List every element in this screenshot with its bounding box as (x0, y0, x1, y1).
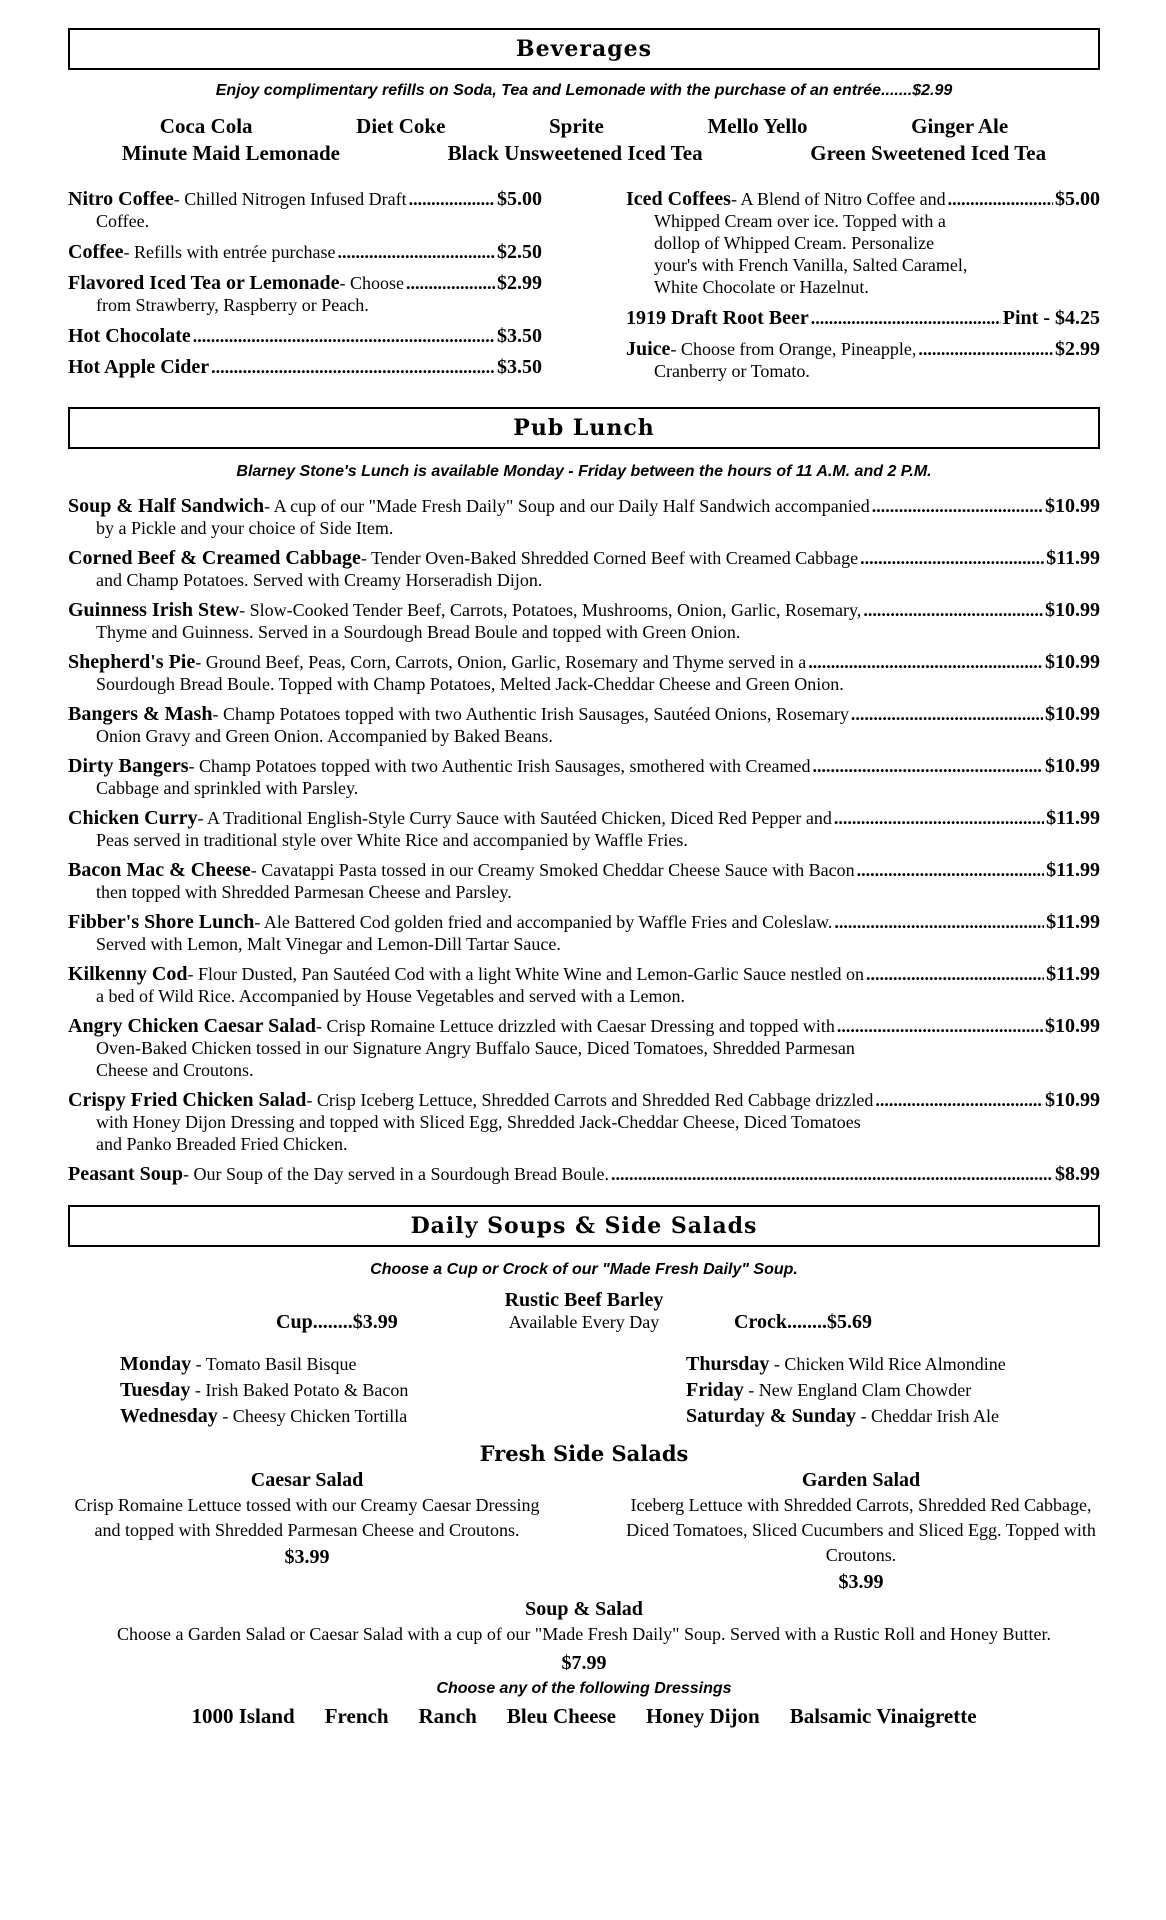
dressing-item: Ranch (418, 1704, 477, 1728)
item-price: $8.99 (1055, 1163, 1100, 1185)
item-desc: - Cavatappi Pasta tossed in our Creamy Smoked Cheddar Cheese Sauce with Bacon (250, 860, 855, 880)
dressings-note: Choose any of the following Dressings (436, 1680, 732, 1697)
item-desc: - Tender Oven-Baked Shredded Corned Beef with Creamed Cabbage (360, 548, 859, 568)
item-price: $11.99 (1046, 807, 1100, 829)
beverage-column-right (626, 188, 1100, 391)
item-desc: a bed of Wild Rice. Accompanied by House Vegetables and served with a Lemon. (96, 986, 685, 1006)
salad-desc: Crisp Romaine Lettuce tossed with our Creamy Caesar Dressing and topped with Shredded Parmesan Cheese and Croutons. (74, 1495, 540, 1540)
daily-soup-row: Saturday & Sunday - Cheddar Irish Ale (686, 1405, 1000, 1427)
daily-soup-row: Friday - New England Clam Chowder (686, 1379, 972, 1401)
caesar-salad (68, 1468, 546, 1595)
item-desc: Served with Lemon, Malt Vinegar and Lemon-Dill Tartar Sauce. (96, 934, 561, 954)
item-name: Bangers & Mash (68, 703, 213, 725)
item-name: Shepherd's Pie (68, 651, 196, 673)
menu-item (68, 272, 542, 316)
item-desc: with Honey Dijon Dressing and topped with Sliced Egg, Shredded Jack-Cheddar Cheese, Diced Tomatoes (96, 1112, 861, 1132)
menu-item (68, 188, 542, 232)
soda-item: Coca Cola (159, 114, 253, 138)
item-desc: Cranberry or Tomato. (654, 361, 810, 381)
menu-item (68, 495, 1100, 539)
menu-item (68, 703, 1100, 747)
item-name: Hot Apple Cider (68, 356, 210, 378)
item-price: $10.99 (1045, 1089, 1100, 1111)
item-desc: Peas served in traditional style over White Rice and accompanied by Waffle Fries. (96, 830, 688, 850)
item-desc: Sourdough Bread Boule. Topped with Champ Potatoes, Melted Jack-Cheddar Cheese and Green Onion. (96, 674, 844, 694)
salad-desc: Iceberg Lettuce with Shredded Carrots, Shredded Red Cabbage, Diced Tomatoes, Sliced Cucumbers and Sliced Egg. Topped with Croutons. (626, 1495, 1096, 1565)
item-desc: - Ground Beef, Peas, Corn, Carrots, Onion, Garlic, Rosemary and Thyme served in a (195, 652, 807, 672)
soups-note: Choose a Cup or Crock of our "Made Fresh Daily" Soup. (370, 1261, 798, 1278)
item-price: $2.50 (497, 241, 542, 263)
menu-item (68, 599, 1100, 643)
item-name: Guinness Irish Stew (68, 599, 240, 621)
menu-item (68, 651, 1100, 695)
soup-salad-price: $7.99 (561, 1652, 607, 1674)
menu-item (626, 188, 1100, 298)
soup-and-salad (68, 1597, 1100, 1676)
item-desc: from Strawberry, Raspberry or Peach. (96, 295, 369, 315)
pub-lunch-note: Blarney Stone's Lunch is available Monday - Friday between the hours of 11 A.M. and 2 P.M. (236, 463, 932, 480)
item-price: $11.99 (1046, 547, 1100, 569)
item-desc: then topped with Shredded Parmesan Cheese and Parsley. (96, 882, 512, 902)
item-price: Pint - $4.25 (1002, 307, 1100, 329)
item-name: Coffee (68, 241, 124, 263)
soup-salad-title: Soup & Salad (525, 1598, 643, 1620)
dressing-item: French (324, 1704, 389, 1728)
menu-item (68, 356, 542, 378)
beverages-note: Enjoy complimentary refills on Soda, Tea and Lemonade with the purchase of an entrée.......$2.99 (215, 82, 953, 99)
item-name: Nitro Coffee (68, 188, 174, 210)
soda-row-1 (68, 114, 1100, 139)
item-price: $2.99 (497, 272, 542, 294)
item-price: $10.99 (1045, 1015, 1100, 1037)
item-desc: your's with French Vanilla, Salted Caramel, (654, 255, 968, 275)
soups-header: Daily Soups & Side Salads (68, 1205, 1100, 1247)
menu-item (68, 241, 542, 263)
soda-item: Sprite (549, 114, 604, 138)
item-name: Juice (626, 338, 671, 360)
beverages-header: Beverages (68, 28, 1100, 70)
item-name: Kilkenny Cod (68, 963, 188, 985)
beverage-columns (68, 188, 1100, 391)
soda-item: Diet Coke (356, 114, 446, 138)
item-name: Chicken Curry (68, 807, 198, 829)
menu-item (626, 338, 1100, 382)
item-desc: Whipped Cream over ice. Topped with a (654, 211, 946, 231)
item-desc: by a Pickle and your choice of Side Item. (96, 518, 394, 538)
daily-soups-right (686, 1351, 1006, 1429)
menu-item (68, 1163, 1100, 1185)
item-price: $3.50 (497, 356, 542, 378)
item-name: Hot Chocolate (68, 325, 191, 347)
menu-item (626, 307, 1100, 329)
menu-item (68, 1015, 1100, 1081)
beverage-column-left (68, 188, 542, 391)
item-desc: and Champ Potatoes. Served with Creamy Horseradish Dijon. (96, 570, 543, 590)
dressings-list (68, 1704, 1100, 1729)
daily-soup-row: Monday - Tomato Basil Bisque (120, 1353, 357, 1375)
item-price: $10.99 (1045, 651, 1100, 673)
item-desc: - Slow-Cooked Tender Beef, Carrots, Potatoes, Mushrooms, Onion, Garlic, Rosemary, (239, 600, 862, 620)
item-desc: Cabbage and sprinkled with Parsley. (96, 778, 359, 798)
daily-soup-row: Tuesday - Irish Baked Potato & Bacon (120, 1379, 409, 1401)
item-desc: - A cup of our "Made Fresh Daily" Soup and our Daily Half Sandwich accompanied (264, 496, 870, 516)
daily-soup-row: Thursday - Chicken Wild Rice Almondine (686, 1353, 1006, 1375)
dressing-item: 1000 Island (191, 1704, 295, 1728)
item-desc: and Panko Breaded Fried Chicken. (96, 1134, 348, 1154)
item-desc: Oven-Baked Chicken tossed in our Signature Angry Buffalo Sauce, Diced Tomatoes, Shredded Parmesan (96, 1038, 855, 1058)
item-name: Flavored Iced Tea or Lemonade (68, 272, 340, 294)
item-desc: White Chocolate or Hazelnut. (654, 277, 869, 297)
menu-item (68, 911, 1100, 955)
item-price: $11.99 (1046, 859, 1100, 881)
soda-item: Mello Yello (707, 114, 808, 138)
item-name: Corned Beef & Creamed Cabbage (68, 547, 361, 569)
item-desc: - A Traditional English-Style Curry Sauce with Sautéed Chicken, Diced Red Pepper and (197, 808, 832, 828)
daily-soup-row: Wednesday - Cheesy Chicken Tortilla (120, 1405, 408, 1427)
soda-item: Ginger Ale (911, 114, 1009, 138)
soda-item: Green Sweetened Iced Tea (810, 141, 1047, 165)
item-name: 1919 Draft Root Beer (626, 307, 809, 329)
item-price: $10.99 (1045, 495, 1100, 517)
item-name: Bacon Mac & Cheese (68, 859, 251, 881)
item-desc: - Crisp Romaine Lettuce drizzled with Caesar Dressing and topped with (316, 1016, 835, 1036)
menu-item (68, 547, 1100, 591)
pub-lunch-header: Pub Lunch (68, 407, 1100, 449)
item-desc: - Crisp Iceberg Lettuce, Shredded Carrots and Shredded Red Cabbage drizzled (306, 1090, 874, 1110)
soda-item: Black Unsweetened Iced Tea (447, 141, 703, 165)
salad-title: Garden Salad (801, 1469, 921, 1491)
item-price: $11.99 (1046, 911, 1100, 933)
item-desc: Coffee. (96, 211, 150, 231)
item-desc: - Champ Potatoes topped with two Authentic Irish Sausages, smothered with Creamed (188, 756, 811, 776)
item-price: $11.99 (1046, 963, 1100, 985)
menu-item (68, 755, 1100, 799)
item-name: Soup & Half Sandwich (68, 495, 265, 517)
item-desc: - Refills with entrée purchase (123, 242, 336, 262)
soda-item: Minute Maid Lemonade (121, 141, 340, 165)
item-desc: - Our Soup of the Day served in a Sourdough Bread Boule. (183, 1164, 609, 1184)
pub-lunch-list (68, 495, 1100, 1185)
soda-row-2 (68, 141, 1100, 166)
item-desc: - Ale Battered Cod golden fried and accompanied by Waffle Fries and Coleslaw. (254, 912, 833, 932)
salad-title: Caesar Salad (250, 1469, 364, 1491)
item-name: Crispy Fried Chicken Salad (68, 1089, 307, 1111)
item-price: $2.99 (1055, 338, 1100, 360)
dressing-item: Balsamic Vinaigrette (789, 1704, 977, 1728)
featured-soup: Rustic Beef Barley (504, 1289, 664, 1311)
item-desc: Cheese and Croutons. (96, 1060, 254, 1080)
cup-price: Cup........$3.99 (276, 1311, 398, 1333)
item-desc: - Choose from Orange, Pineapple, (670, 339, 917, 359)
salad-price: $3.99 (838, 1571, 884, 1593)
garden-salad (622, 1468, 1100, 1595)
daily-soups (68, 1351, 1100, 1435)
item-desc: dollop of Whipped Cream. Personalize (654, 233, 935, 253)
item-desc: - Champ Potatoes topped with two Authentic Irish Sausages, Sautéed Onions, Rosemary (212, 704, 849, 724)
crock-price: Crock........$5.69 (734, 1311, 872, 1333)
item-price: $10.99 (1045, 755, 1100, 777)
featured-soup-block (68, 1289, 1100, 1349)
menu-item (68, 963, 1100, 1007)
item-price: $5.00 (497, 188, 542, 210)
item-name: Angry Chicken Caesar Salad (68, 1015, 316, 1037)
menu-page (68, 28, 1100, 1729)
side-salads (68, 1468, 1100, 1595)
item-price: $10.99 (1045, 703, 1100, 725)
item-price: $3.50 (497, 325, 542, 347)
item-price: $10.99 (1045, 599, 1100, 621)
dressing-item: Bleu Cheese (506, 1704, 616, 1728)
item-name: Peasant Soup (68, 1163, 184, 1185)
dressing-item: Honey Dijon (645, 1704, 760, 1728)
item-desc: Thyme and Guinness. Served in a Sourdough Bread Boule and topped with Green Onion. (96, 622, 741, 642)
item-desc: - A Blend of Nitro Coffee and (730, 189, 946, 209)
item-name: Dirty Bangers (68, 755, 189, 777)
item-desc: - Flour Dusted, Pan Sautéed Cod with a light White Wine and Lemon-Garlic Sauce nestled on (187, 964, 864, 984)
menu-item (68, 859, 1100, 903)
featured-soup-sub: Available Every Day (508, 1312, 660, 1332)
salad-price: $3.99 (284, 1546, 330, 1568)
soup-salad-desc: Choose a Garden Salad or Caesar Salad with a cup of our "Made Fresh Daily" Soup. Served with a Rustic Roll and Honey Butter. (116, 1624, 1051, 1644)
item-price: $5.00 (1055, 188, 1100, 210)
menu-item (68, 1089, 1100, 1155)
menu-item (68, 807, 1100, 851)
item-name: Fibber's Shore Lunch (68, 911, 255, 933)
item-desc: - Chilled Nitrogen Infused Draft (173, 189, 407, 209)
item-desc: - Choose (339, 273, 404, 293)
daily-soups-left (120, 1351, 408, 1429)
side-salads-title: Fresh Side Salads (479, 1441, 689, 1466)
item-desc: Onion Gravy and Green Onion. Accompanied by Baked Beans. (96, 726, 553, 746)
item-name: Iced Coffees (626, 188, 731, 210)
menu-item (68, 325, 542, 347)
